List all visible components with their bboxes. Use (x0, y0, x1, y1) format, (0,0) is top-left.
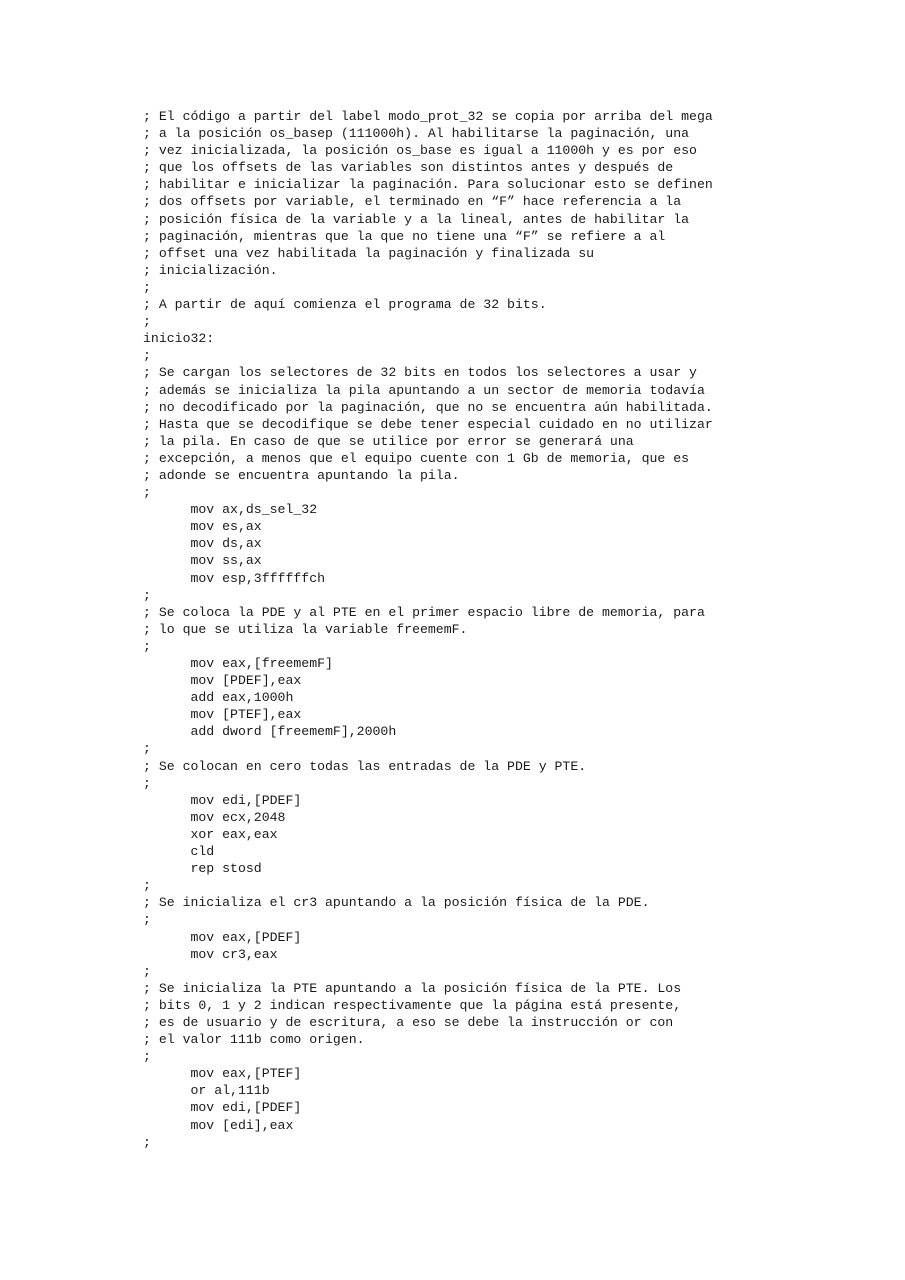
code-line: ; vez inicializada, la posición os_base es igual a 11000h y es por eso (143, 143, 697, 159)
code-line: ; (143, 485, 151, 501)
code-line: ; el valor 111b como origen. (143, 1032, 365, 1048)
code-line: inicio32: (143, 331, 215, 347)
code-line: mov esp,3ffffffch (143, 570, 326, 586)
code-line: mov cr3,eax (143, 946, 278, 962)
code-line: ; Se inicializa la PTE apuntando a la posición física de la PTE. Los (143, 980, 682, 996)
code-line: ; Hasta que se decodifique se debe tener especial cuidado en no utilizar (143, 416, 713, 432)
code-line: ; Se inicializa el cr3 apuntando a la posición física de la PDE. (143, 895, 650, 911)
code-line: ; El código a partir del label modo_prot_32 se copia por arriba del mega (143, 109, 713, 124)
code-line: ; bits 0, 1 y 2 indican respectivamente que la página está presente, (143, 997, 682, 1013)
code-line: mov [PTEF],eax (143, 707, 302, 723)
code-line: add dword [freememF],2000h (143, 724, 397, 740)
code-line: ; (143, 587, 151, 603)
code-line: ; (143, 279, 151, 295)
code-line: ; inicialización. (143, 262, 278, 278)
code-line: ; Se colocan en cero todas las entradas de la PDE y PTE. (143, 758, 587, 774)
code-line: ; habilitar e inicializar la paginación. Para solucionar esto se definen (143, 177, 713, 193)
code-line: mov [edi],eax (143, 1117, 294, 1133)
code-line: ; (143, 314, 151, 330)
code-line: ; (143, 1134, 151, 1150)
code-line: mov ax,ds_sel_32 (143, 502, 318, 518)
code-line: add eax,1000h (143, 690, 294, 706)
code-line: ; lo que se utiliza la variable freememF. (143, 621, 468, 637)
code-line: ; offset una vez habilitada la paginación y finalizada su (143, 245, 595, 261)
code-line: ; paginación, mientras que la que no tiene una “F” se refiere a al (143, 228, 666, 244)
code-line: ; (143, 912, 151, 928)
code-line: mov edi,[PDEF] (143, 792, 302, 808)
code-line: mov eax,[PDEF] (143, 929, 302, 945)
code-line: or al,111b (143, 1083, 270, 1099)
code-line: mov eax,[freememF] (143, 656, 333, 671)
code-line: rep stosd (143, 861, 262, 877)
code-line: mov eax,[PTEF] (143, 1066, 302, 1082)
code-line: ; es de usuario y de escritura, a eso se debe la instrucción or con (143, 1014, 674, 1030)
code-line: mov ss,ax (143, 553, 262, 569)
code-line: ; no decodificado por la paginación, que no se encuentra aún habilitada. (143, 399, 713, 415)
code-line: ; (143, 741, 151, 757)
code-line: ; A partir de aquí comienza el programa de 32 bits. (143, 297, 547, 313)
code-line: ; además se inicializa la pila apuntando a un sector de memoria todavía (143, 382, 705, 398)
code-line: ; (143, 1049, 151, 1065)
code-line: ; (143, 963, 151, 979)
code-line: ; dos offsets por variable, el terminado en “F” hace referencia a la (143, 194, 682, 210)
code-line: ; que los offsets de las variables son distintos antes y después de (143, 160, 674, 176)
code-line: ; Se coloca la PDE y al PTE en el primer espacio libre de memoria, para (143, 604, 705, 620)
code-line: ; adonde se encuentra apuntando la pila. (143, 467, 460, 483)
code-line: cld (143, 844, 215, 860)
code-line: xor eax,eax (143, 826, 278, 842)
code-line: ; a la posición os_basep (111000h). Al habilitarse la paginación, una (143, 126, 690, 142)
code-line: ; (143, 878, 151, 894)
code-line: ; (143, 775, 151, 791)
code-line: ; excepción, a menos que el equipo cuente con 1 Gb de memoria, que es (143, 450, 690, 466)
code-line: mov ds,ax (143, 536, 262, 552)
code-line: mov edi,[PDEF] (143, 1100, 302, 1116)
code-line: ; (143, 348, 151, 364)
code-line: ; la pila. En caso de que se utilice por error se generará una (143, 433, 634, 449)
document-page (143, 108, 883, 1151)
code-line: ; posición física de la variable y a la lineal, antes de habilitar la (143, 211, 690, 227)
code-line: mov es,ax (143, 519, 262, 535)
code-line: ; (143, 638, 151, 654)
code-line: ; Se cargan los selectores de 32 bits en todos los selectores a usar y (143, 365, 697, 381)
code-line: mov ecx,2048 (143, 809, 286, 825)
code-line: mov [PDEF],eax (143, 673, 302, 689)
